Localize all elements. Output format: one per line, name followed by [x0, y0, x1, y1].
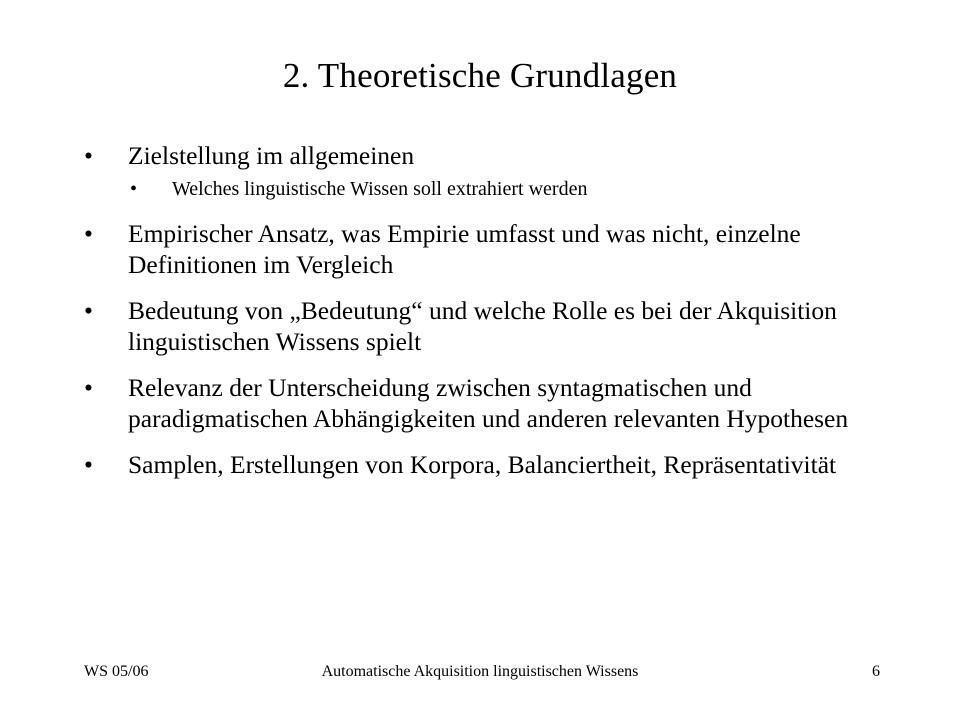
- bullet-list: [84, 140, 884, 495]
- bullet-icon: •: [84, 296, 93, 325]
- sub-bullet-item: [84, 176, 884, 202]
- bullet-item: [84, 140, 884, 171]
- bullet-item: [84, 218, 884, 280]
- bullet-icon: •: [84, 141, 93, 170]
- footer-course-title: Automatische Akquisition linguistischen Wissens: [321, 663, 639, 680]
- bullet-item: [84, 449, 884, 480]
- slide-title: 2. Theoretische Grundlagen: [282, 56, 678, 95]
- bullet-icon: •: [84, 450, 93, 479]
- bullet-item: [84, 372, 884, 434]
- footer-semester: WS 05/06: [84, 663, 149, 680]
- footer-page-number: 6: [872, 663, 880, 680]
- sub-bullet-icon: •: [130, 178, 138, 200]
- bullet-icon: •: [84, 219, 93, 248]
- bullet-icon: •: [84, 373, 93, 402]
- sub-bullet-text: Welches linguistische Wissen soll extrahiert werden: [172, 178, 588, 200]
- bullet-text: Bedeutung von „Bedeutung“ und welche Rolle es bei der Akquisition linguistischen Wissens spielt: [128, 296, 837, 356]
- bullet-text: Samplen, Erstellungen von Korpora, Balanciertheit, Repräsentativität: [128, 450, 837, 479]
- bullet-text: Empirischer Ansatz, was Empirie umfasst und was nicht, einzelne Definitionen im Vergleich: [128, 219, 801, 279]
- bullet-text: Zielstellung im allgemeinen: [128, 141, 415, 170]
- bullet-item: [84, 295, 884, 357]
- bullet-text: Relevanz der Unterscheidung zwischen syntagmatischen und paradigmatischen Abhängigkeiten und anderen relevanten Hypothesen: [128, 373, 849, 433]
